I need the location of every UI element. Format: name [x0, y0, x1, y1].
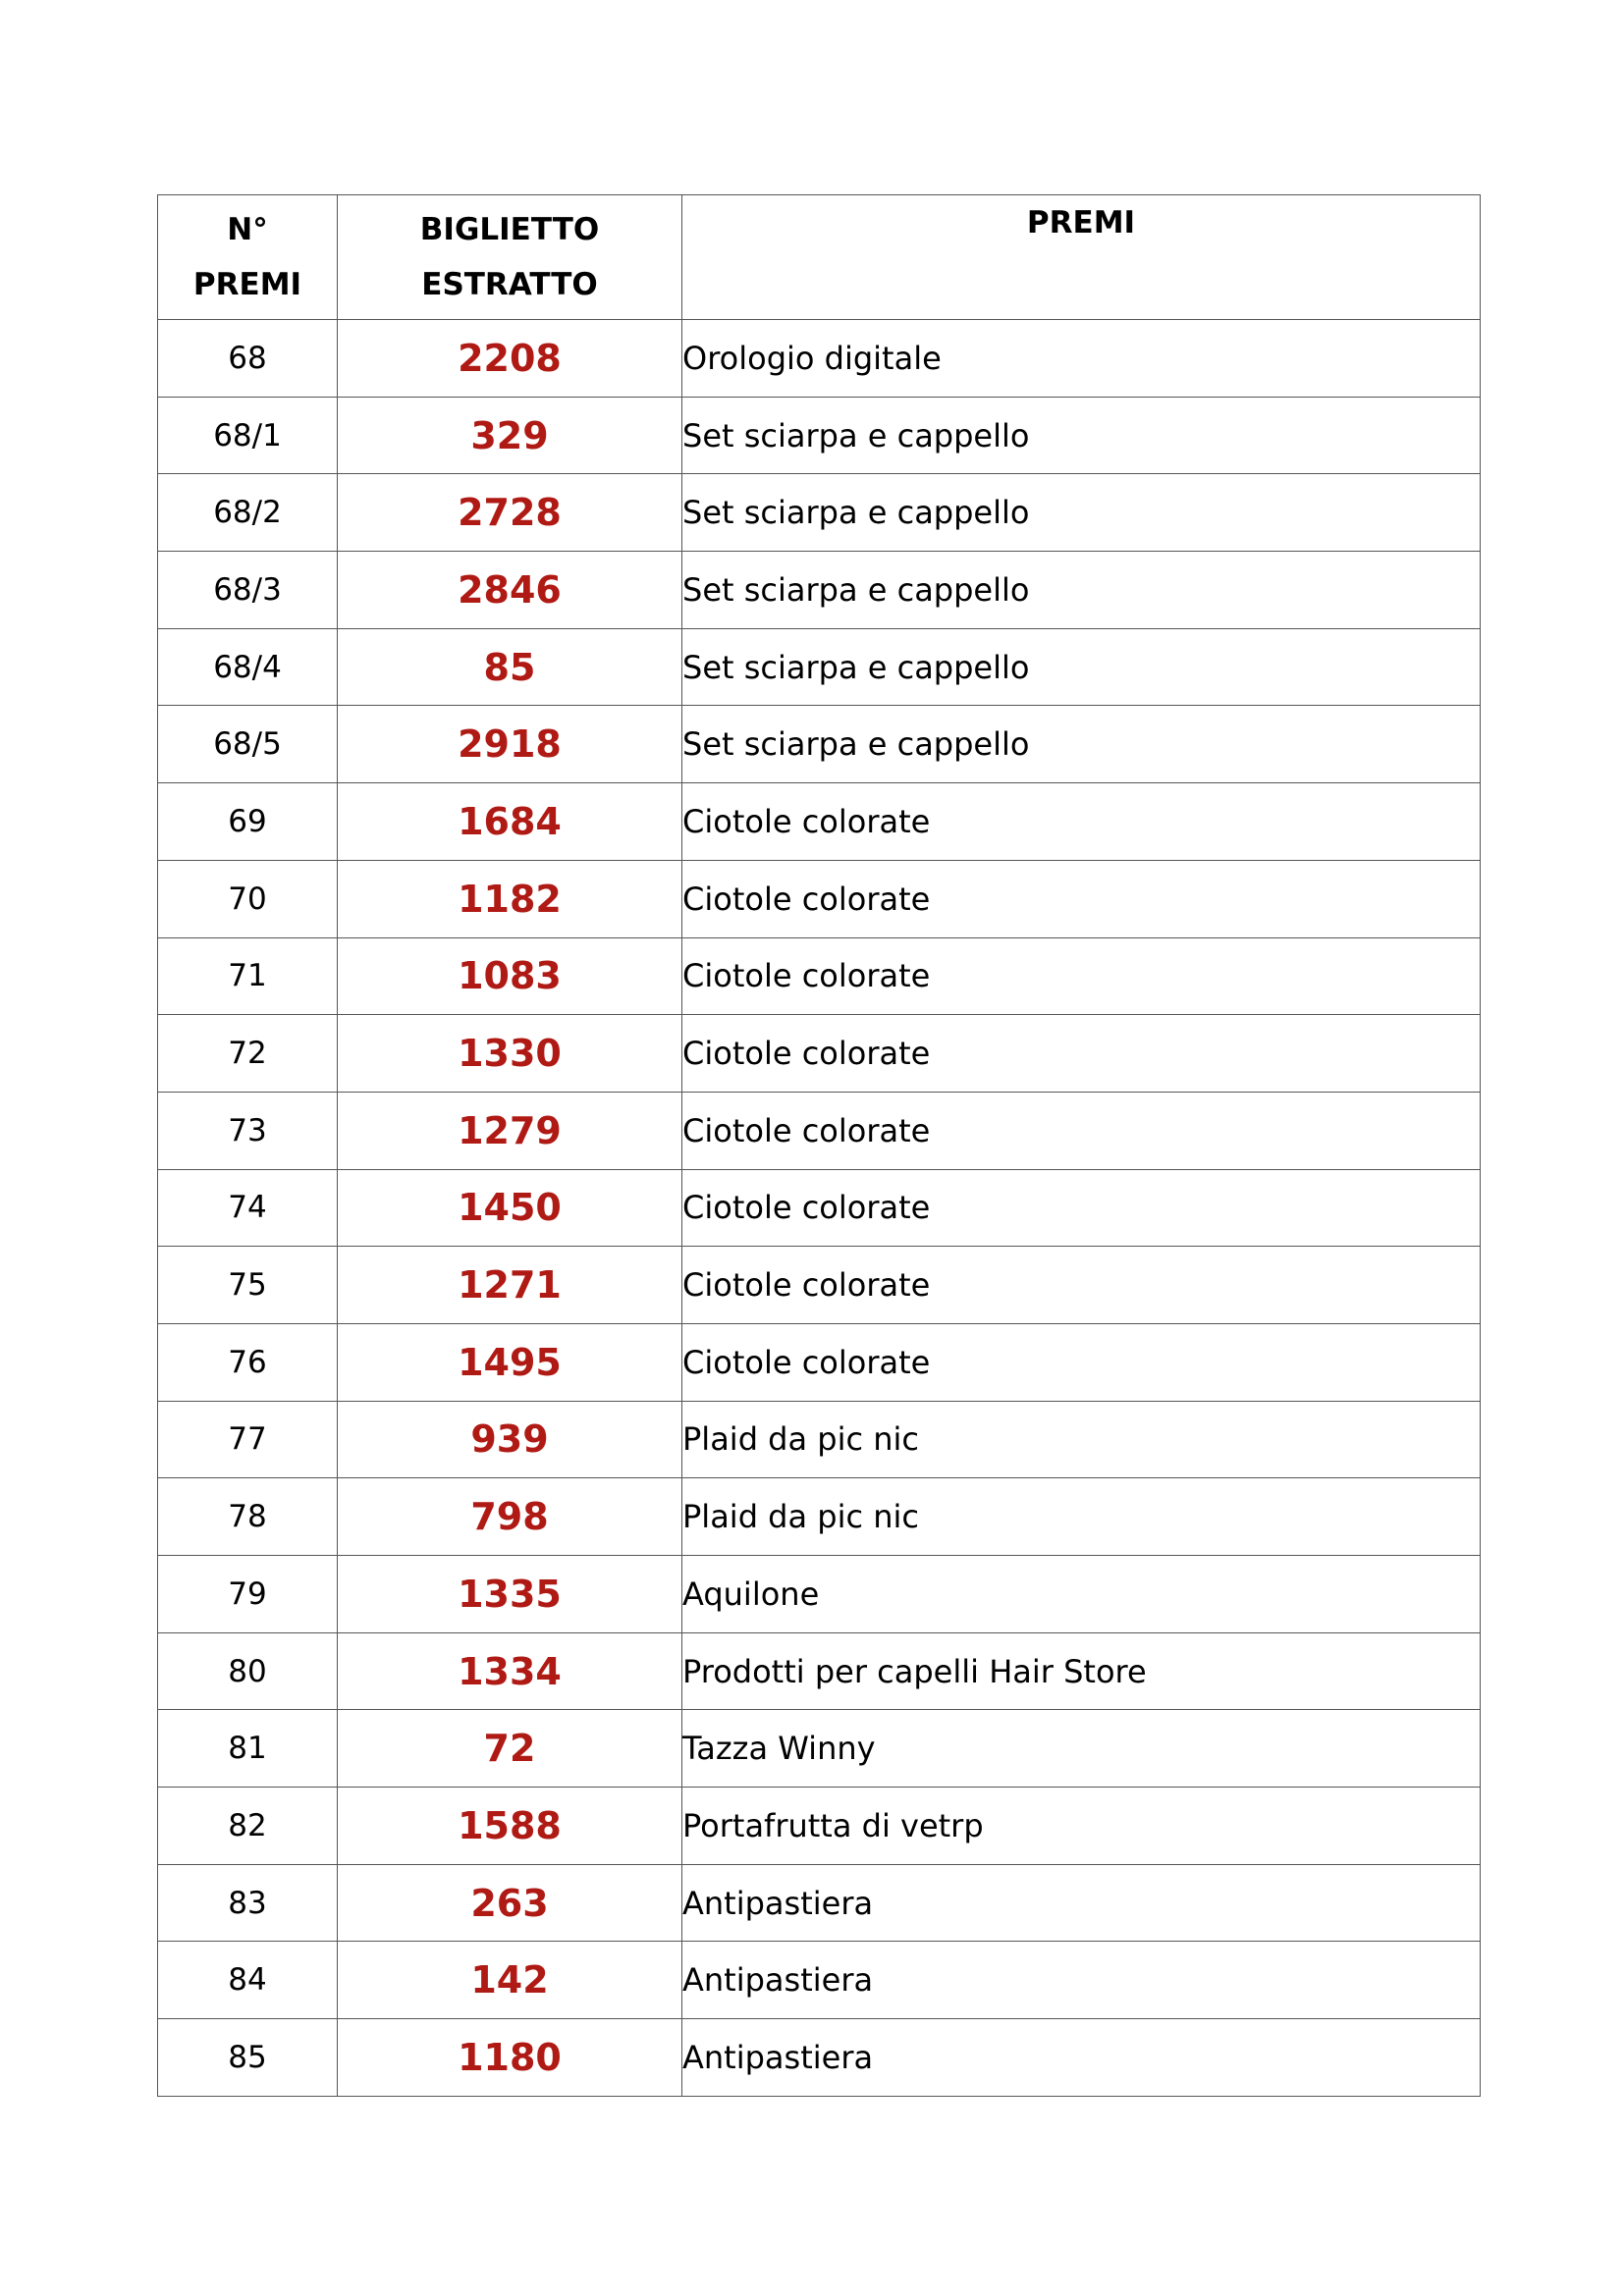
prize-name-cell: Ciotole colorate [682, 1092, 1481, 1169]
drawn-ticket-cell: 72 [338, 1710, 682, 1788]
header-prize: PREMI [682, 195, 1481, 320]
prize-number-cell: 70 [158, 860, 338, 937]
header-drawn-ticket-line2: ESTRATTO [421, 267, 598, 302]
header-prize-number [158, 195, 338, 320]
prize-number-cell: 75 [158, 1247, 338, 1324]
table-row [158, 783, 1481, 861]
prize-number-cell: 84 [158, 1942, 338, 2019]
table-row [158, 1401, 1481, 1478]
table-row [158, 706, 1481, 783]
table-row [158, 397, 1481, 474]
prize-number-cell: 80 [158, 1632, 338, 1710]
prize-name-cell: Set sciarpa e cappello [682, 552, 1481, 629]
prize-name-cell: Antipastiera [682, 1942, 1481, 2019]
header-prize-number-line2: PREMI [192, 267, 302, 302]
table-row [158, 1323, 1481, 1401]
prize-draw-table [157, 194, 1481, 2097]
prize-number-cell: 72 [158, 1015, 338, 1093]
prize-number-cell: 68/5 [158, 706, 338, 783]
drawn-ticket-cell: 1684 [338, 783, 682, 861]
table-row [158, 1478, 1481, 1556]
drawn-ticket-cell: 1334 [338, 1632, 682, 1710]
table-row [158, 1632, 1481, 1710]
prize-number-cell: 74 [158, 1169, 338, 1247]
drawn-ticket-cell: 1271 [338, 1247, 682, 1324]
prize-name-cell: Set sciarpa e cappello [682, 628, 1481, 706]
drawn-ticket-cell: 1330 [338, 1015, 682, 1093]
header-prize-number-line1: N° [227, 212, 268, 247]
table-row [158, 937, 1481, 1015]
table-row [158, 1864, 1481, 1942]
table-row [158, 1169, 1481, 1247]
table-row [158, 474, 1481, 552]
prize-name-cell: Ciotole colorate [682, 937, 1481, 1015]
prize-name-cell: Set sciarpa e cappello [682, 706, 1481, 783]
prize-number-cell: 81 [158, 1710, 338, 1788]
drawn-ticket-cell: 798 [338, 1478, 682, 1556]
drawn-ticket-cell: 2918 [338, 706, 682, 783]
table-body [158, 320, 1481, 2097]
prize-name-cell: Ciotole colorate [682, 1323, 1481, 1401]
prize-number-cell: 68/4 [158, 628, 338, 706]
drawn-ticket-cell: 2208 [338, 320, 682, 398]
drawn-ticket-cell: 142 [338, 1942, 682, 2019]
prize-name-cell: Ciotole colorate [682, 1169, 1481, 1247]
prize-number-cell: 76 [158, 1323, 338, 1401]
prize-name-cell: Ciotole colorate [682, 860, 1481, 937]
table-row [158, 1788, 1481, 1865]
prize-name-cell: Prodotti per capelli Hair Store [682, 1632, 1481, 1710]
prize-name-cell: Set sciarpa e cappello [682, 474, 1481, 552]
table-row [158, 1710, 1481, 1788]
table-row [158, 1092, 1481, 1169]
table-row [158, 1247, 1481, 1324]
header-drawn-ticket-line1: BIGLIETTO [419, 212, 600, 247]
prize-number-cell: 73 [158, 1092, 338, 1169]
prize-number-cell: 68/1 [158, 397, 338, 474]
prize-name-cell: Ciotole colorate [682, 1247, 1481, 1324]
drawn-ticket-cell: 1450 [338, 1169, 682, 1247]
table-row [158, 320, 1481, 398]
table-row [158, 552, 1481, 629]
table-row [158, 860, 1481, 937]
table-row [158, 1556, 1481, 1633]
table-row [158, 2019, 1481, 2097]
prize-number-cell: 82 [158, 1788, 338, 1865]
table-row [158, 1015, 1481, 1093]
drawn-ticket-cell: 263 [338, 1864, 682, 1942]
drawn-ticket-cell: 85 [338, 628, 682, 706]
prize-number-cell: 68 [158, 320, 338, 398]
prize-name-cell: Orologio digitale [682, 320, 1481, 398]
header-drawn-ticket [338, 195, 682, 320]
prize-number-cell: 71 [158, 937, 338, 1015]
drawn-ticket-cell: 2728 [338, 474, 682, 552]
prize-name-cell: Plaid da pic nic [682, 1401, 1481, 1478]
prize-number-cell: 69 [158, 783, 338, 861]
table-row [158, 628, 1481, 706]
drawn-ticket-cell: 329 [338, 397, 682, 474]
prize-number-cell: 68/2 [158, 474, 338, 552]
prize-number-cell: 85 [158, 2019, 338, 2097]
prize-name-cell: Plaid da pic nic [682, 1478, 1481, 1556]
drawn-ticket-cell: 1335 [338, 1556, 682, 1633]
prize-number-cell: 77 [158, 1401, 338, 1478]
prize-number-cell: 79 [158, 1556, 338, 1633]
drawn-ticket-cell: 2846 [338, 552, 682, 629]
prize-name-cell: Antipastiera [682, 2019, 1481, 2097]
prize-name-cell: Ciotole colorate [682, 1015, 1481, 1093]
drawn-ticket-cell: 1182 [338, 860, 682, 937]
table-header-row [158, 195, 1481, 320]
prize-name-cell: Set sciarpa e cappello [682, 397, 1481, 474]
prize-name-cell: Antipastiera [682, 1864, 1481, 1942]
prize-name-cell: Tazza Winny [682, 1710, 1481, 1788]
drawn-ticket-cell: 1180 [338, 2019, 682, 2097]
prize-name-cell: Portafrutta di vetrp [682, 1788, 1481, 1865]
prize-name-cell: Ciotole colorate [682, 783, 1481, 861]
drawn-ticket-cell: 939 [338, 1401, 682, 1478]
drawn-ticket-cell: 1279 [338, 1092, 682, 1169]
drawn-ticket-cell: 1083 [338, 937, 682, 1015]
table-row [158, 1942, 1481, 2019]
drawn-ticket-cell: 1495 [338, 1323, 682, 1401]
prize-number-cell: 83 [158, 1864, 338, 1942]
prize-name-cell: Aquilone [682, 1556, 1481, 1633]
prize-number-cell: 68/3 [158, 552, 338, 629]
prize-number-cell: 78 [158, 1478, 338, 1556]
drawn-ticket-cell: 1588 [338, 1788, 682, 1865]
